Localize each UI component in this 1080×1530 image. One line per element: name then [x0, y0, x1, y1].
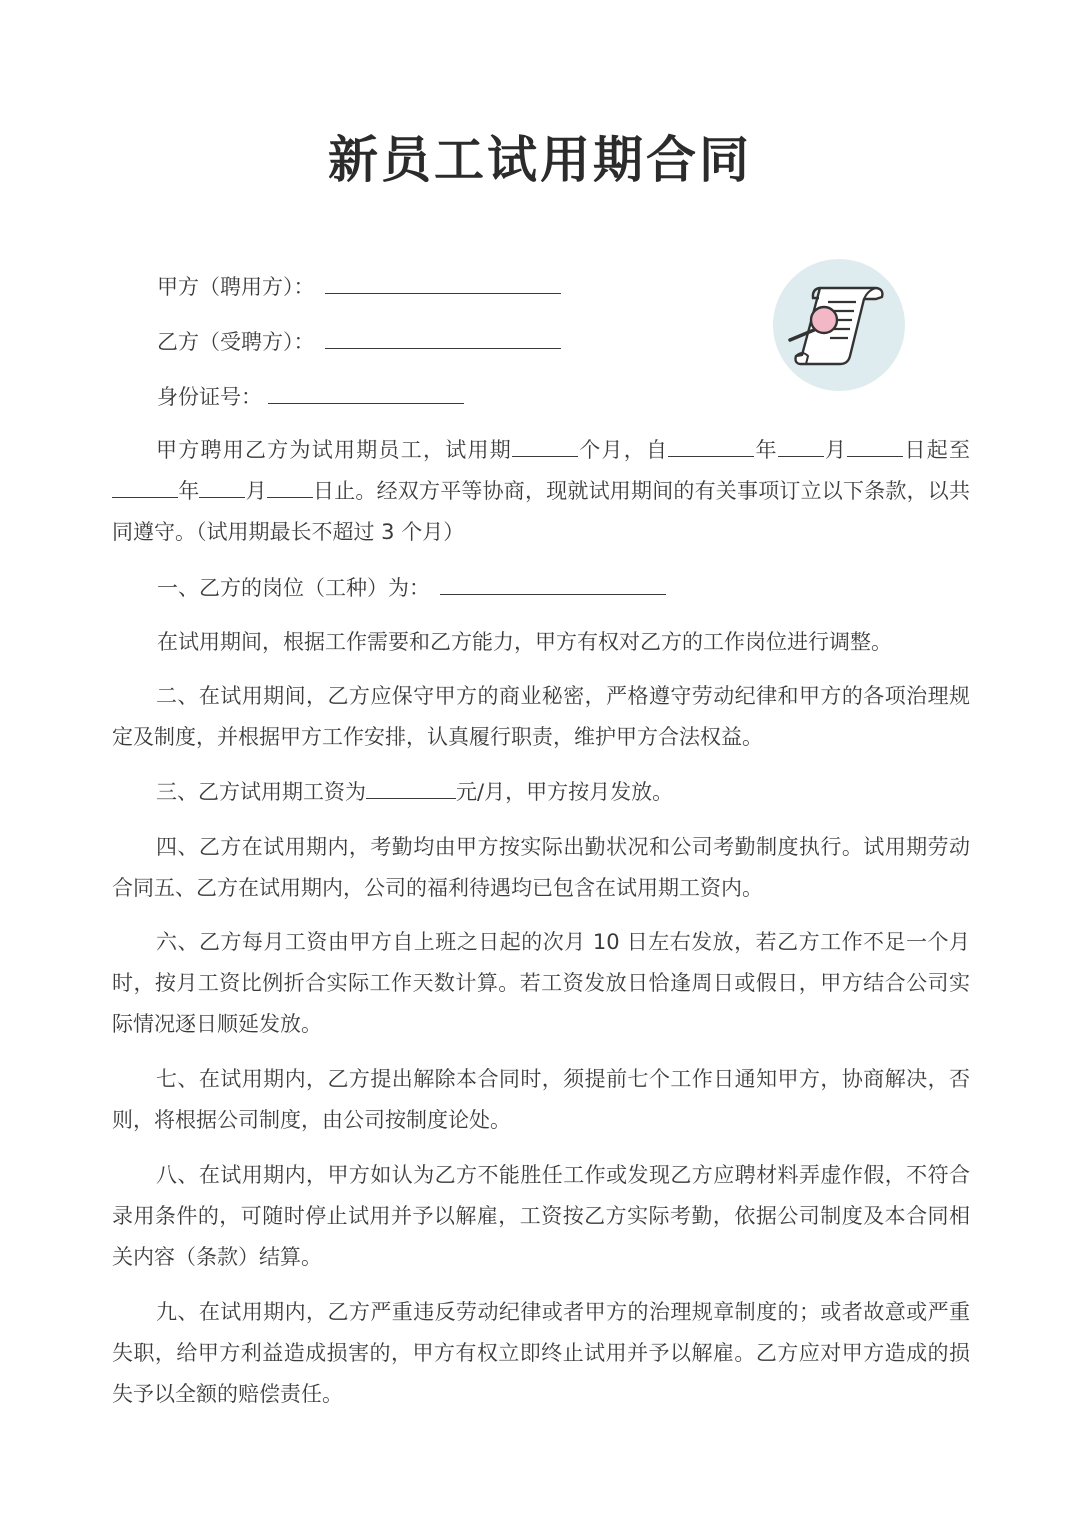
end-day-blank[interactable] — [267, 473, 313, 498]
start-month-blank[interactable] — [778, 432, 824, 457]
clause-1-note: 在试用期间，根据工作需要和乙方能力，甲方有权对乙方的工作岗位进行调整。 — [157, 630, 892, 654]
clause-6: 六、乙方每月工资由甲方自上班之日起的次月 10 日左右发放，若乙方工作不足一个月时，按月工资比例折合实际工作天数计算。若工资发放日恰逢周日或假日，甲方结合公司实际情况逐日顺延发放。 — [112, 930, 970, 1036]
clause-1-position — [157, 572, 666, 603]
intro-paragraph — [112, 430, 970, 553]
clause-3-text: 三、乙方试用期工资为 — [156, 780, 366, 804]
clause-4: 四、乙方在试用期内，考勤均由甲方按实际出勤状况和公司考勤制度执行。试用期劳动合同五、乙方在试用期内，公司的福利待遇均已包含在试用期工资内。 — [112, 835, 970, 900]
salary-blank[interactable] — [366, 774, 456, 799]
intro-text: 日止。经双方平等协商，现就试用期间的有关事项订立以下条款，以共同遵守。（试用期最长不超过 3 个月） — [112, 479, 971, 544]
clause-8: 八、在试用期内，甲方如认为乙方不能胜任工作或发现乙方应聘材料弄虚作假，不符合录用条件的，可随时停止试用并予以解雇，工资按乙方实际考勤，依据公司制度及本合同相关内容（条款）结算。 — [112, 1163, 970, 1269]
party-a-blank[interactable] — [325, 271, 561, 294]
party-b-label: 乙方（受聘方）： — [157, 330, 315, 354]
position-blank[interactable] — [440, 572, 666, 595]
id-number-blank[interactable] — [268, 381, 464, 404]
start-day-blank[interactable] — [847, 432, 903, 457]
party-b-blank[interactable] — [325, 326, 561, 349]
party-a-label: 甲方（聘用方）： — [157, 275, 315, 299]
clause-3 — [112, 772, 970, 813]
contract-scroll-magnifier-icon — [772, 258, 906, 392]
months-blank[interactable] — [512, 432, 578, 457]
party-a-field — [157, 271, 561, 302]
id-number-label: 身份证号： — [157, 385, 262, 409]
party-b-field — [157, 326, 561, 357]
clause-7: 七、在试用期内，乙方提出解除本合同时，须提前七个工作日通知甲方，协商解决，否则，将根据公司制度，由公司按制度论处。 — [112, 1067, 970, 1132]
id-number-field — [157, 381, 464, 412]
intro-text: 月 — [245, 479, 267, 503]
intro-text: 甲方聘用乙方为试用期员工，试用期 — [156, 438, 512, 462]
intro-text: 日起至 — [903, 438, 970, 462]
clause-9: 九、在试用期内，乙方严重违反劳动纪律或者甲方的治理规章制度的；或者故意或严重失职，给甲方利益造成损害的，甲方有权立即终止试用并予以解雇。乙方应对甲方造成的损失予以全额的赔偿责任。 — [112, 1300, 970, 1406]
start-year-blank[interactable] — [668, 432, 754, 457]
intro-text: 年 — [754, 438, 778, 462]
intro-text: 月 — [823, 438, 848, 462]
clause-2: 二、在试用期间，乙方应保守甲方的商业秘密，严格遵守劳动纪律和甲方的各项治理规定及制度，并根据甲方工作安排，认真履行职责，维护甲方合法权益。 — [112, 684, 970, 749]
end-year-blank[interactable] — [112, 473, 178, 498]
intro-text: 年 — [178, 479, 200, 503]
intro-text: 个月，自 — [578, 438, 669, 462]
page-title: 新员工试用期合同 — [328, 130, 752, 189]
end-month-blank[interactable] — [199, 473, 245, 498]
clause-3-text: 元/月，甲方按月发放。 — [456, 780, 674, 804]
clause-1-label: 一、乙方的岗位（工种）为： — [157, 576, 430, 600]
